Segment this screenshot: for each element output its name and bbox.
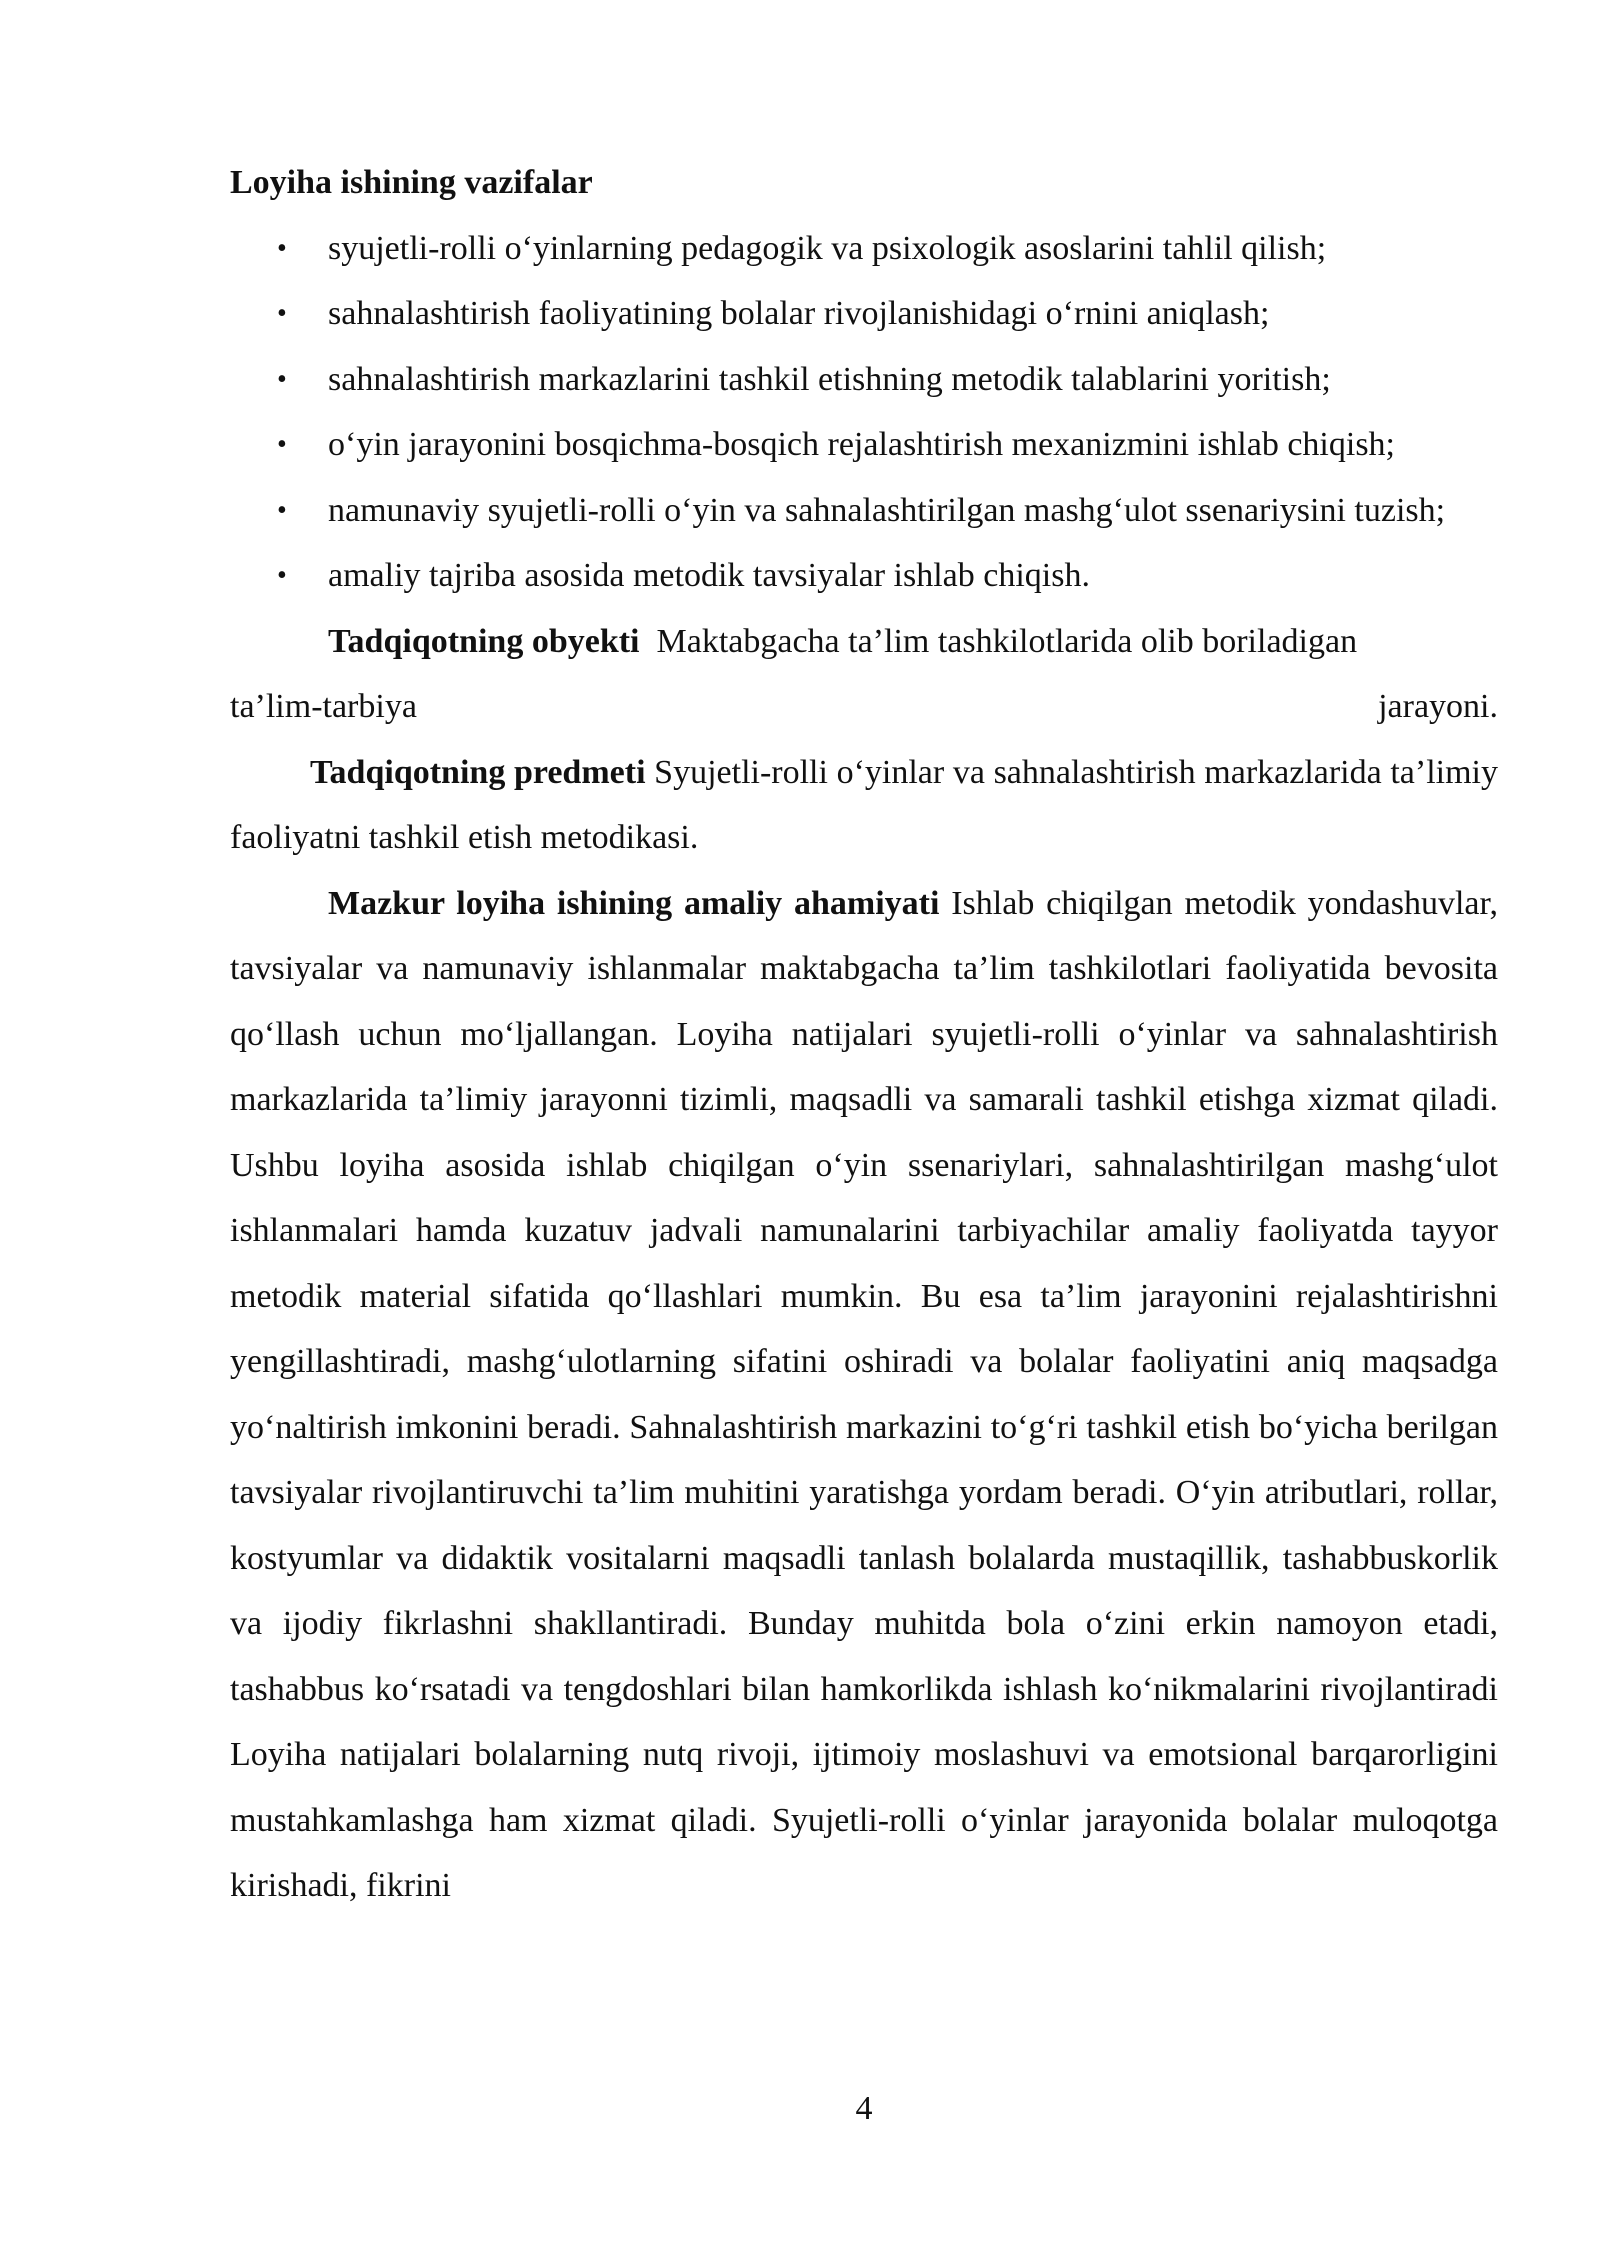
research-object-label: Tadqiqotning obyekti (328, 622, 640, 660)
practical-significance-text: Ishlab chiqilgan metodik yondashuvlar, tavsiyalar va namunaviy ishlanmalar maktabgacha ta’lim tashkilotlari faoliyatida bevosita qo‘llash uchun mo‘ljallangan. Loyiha natijalari syujetli-rolli o‘yinlar va sahnalashtirish markazlarida ta’limiy jarayonni tizimli, maqsadli va samarali tashkil etishga xizmat qiladi. Ushbu loyiha asosida ishlab chiqilgan o‘yin ssenariylari, sahnalashtirilgan mashg‘ulot ishlanmalari hamda kuzatuv jadvali namunalarini tarbiyachilar amaliy faoliyatda tayyor metodik material sifatida qo‘llashlari mumkin. Bu esa ta’lim jarayonini rejalashtirishni yengillashtiradi, mashg‘ulotlarning sifatini oshiradi va bolalar faoliyatini aniq maqsadga yo‘naltirish imkonini beradi. Sahnalashtirish markazini to‘g‘ri tashkil etish bo‘yicha berilgan tavsiyalar rivojlantiruvchi ta’lim muhitini yaratishga yordam beradi. O‘yin atributlari, rollar, kostyumlar va didaktik vositalarni maqsadli tanlash bolalarda mustaqillik, tashabbuskorlik va ijodiy fikrlashni shakllantiradi. Bunday muhitda bola o‘zini erkin namoyon etadi, tashabbus ko‘rsatadi va tengdoshlari bilan hamkorlikda ishlash ko‘nikmalarini rivojlantiradi Loyiha natijalari bolalarning nutq rivoji, ijtimoiy moslashuvi va emotsional barqarorligini mustahkamlashga ham xizmat qiladi. Syujetli-rolli o‘yinlar jarayonida bolalar muloqotga kirishadi, fikrini (230, 884, 1498, 1904)
bullet-icon: • (277, 232, 287, 264)
list-item (277, 347, 1498, 413)
research-object-line1 (230, 609, 1498, 675)
research-subject-label: Tadqiqotning predmeti (310, 753, 646, 791)
research-object (230, 609, 1498, 740)
bullet-icon: • (277, 429, 287, 460)
research-subject (230, 740, 1498, 871)
research-object-text-right: jarayoni. (1378, 688, 1498, 725)
list-item (277, 412, 1498, 478)
list-item (277, 216, 1498, 282)
list-item (277, 478, 1498, 544)
research-object-text: Maktabgacha ta’lim tashkilotlarida olib boriladigan (656, 622, 1358, 660)
section-heading: Loyiha ishining vazifalar (230, 164, 593, 201)
list-item-text: sahnalashtirish faoliyatining bolalar rivojlanishidagi o‘rnini aniqlash; (328, 295, 1270, 332)
list-item (277, 543, 1498, 609)
bullet-icon: • (277, 494, 287, 526)
document-page (230, 150, 1498, 1919)
list-item (277, 281, 1498, 347)
research-object-line2 (230, 674, 1498, 740)
practical-significance (230, 871, 1498, 1919)
bullet-icon: • (277, 363, 287, 395)
task-list (230, 216, 1498, 609)
list-item-text: o‘yin jarayonini bosqichma-bosqich rejalashtirish mexanizmini ishlab chiqish; (328, 426, 1395, 463)
research-object-text-left: ta’lim-tarbiya (230, 688, 417, 725)
research-subject-text: Syujetli-rolli o‘yinlar va sahnalashtirish markazlarida ta’limiy faoliyatni tashkil etish metodikasi. (230, 753, 1498, 856)
list-item-text: syujetli-rolli o‘yinlarning pedagogik va psixologik asoslarini tahlil qilish; (328, 229, 1327, 267)
list-item-text: amaliy tajriba asosida metodik tavsiyalar ishlab chiqish. (328, 557, 1090, 594)
page-number: 4 (855, 2090, 873, 2127)
bullet-icon: • (277, 298, 287, 329)
list-item-text: namunaviy syujetli-rolli o‘yin va sahnalashtirilgan mashg‘ulot ssenariysini tuzish; (328, 491, 1446, 529)
bullet-icon: • (277, 560, 287, 591)
list-item-text: sahnalashtirish markazlarini tashkil etishning metodik talablarini yoritish; (328, 360, 1331, 398)
practical-significance-label: Mazkur loyiha ishining amaliy ahamiyati (328, 884, 940, 922)
